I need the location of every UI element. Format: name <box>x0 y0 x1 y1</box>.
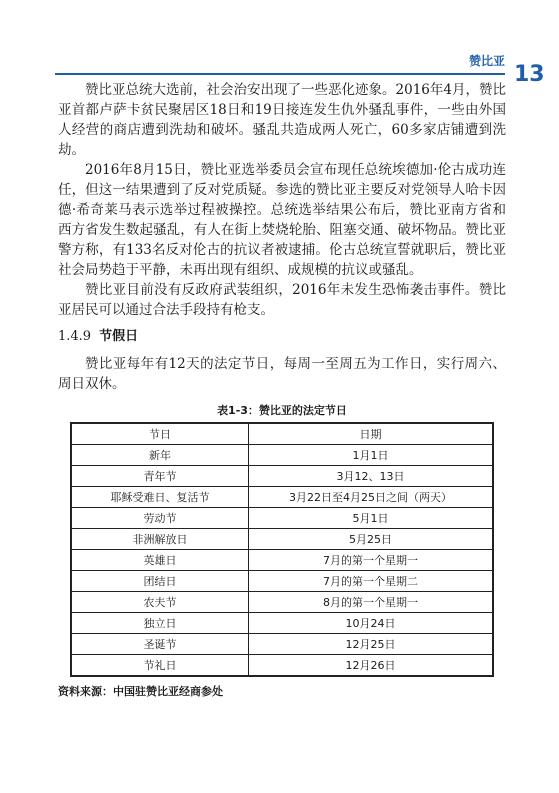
holiday-name: 节礼日 <box>71 655 249 677</box>
holiday-name: 新年 <box>71 445 249 466</box>
table-row <box>71 466 493 487</box>
table-row <box>71 592 493 613</box>
holiday-date: 7月的第一个星期二 <box>249 571 494 592</box>
running-header-country: 赞比亚 <box>468 54 505 68</box>
holiday-name: 青年节 <box>71 466 249 487</box>
section-number: 1.4.9 <box>58 329 92 344</box>
holiday-date: 8月的第一个星期一 <box>249 592 494 613</box>
holiday-table <box>70 422 494 677</box>
page-number: 13 <box>514 62 545 87</box>
holiday-name: 圣诞节 <box>71 634 249 655</box>
holiday-name: 非洲解放日 <box>71 529 249 550</box>
holiday-name: 团结日 <box>71 571 249 592</box>
holiday-name: 英雄日 <box>71 550 249 571</box>
holiday-date: 3月22日至4月25日之间（两天） <box>249 487 494 508</box>
holiday-name: 独立日 <box>71 613 249 634</box>
holiday-date: 12月26日 <box>249 655 494 677</box>
holiday-date: 1月1日 <box>249 445 494 466</box>
holiday-name: 耶稣受难日、复活节 <box>71 487 249 508</box>
paragraph-security-1: 赞比亚总统大选前，社会治安出现了一些恶化迹象。2016年4月，赞比亚首都卢萨卡贫民聚居区18日和19日接连发生仇外骚乱事件，一些由外国人经营的商店遭到洗劫和破坏。骚乱共造成两人死亡，60多家店铺遭到洗劫。 <box>58 82 506 158</box>
holiday-name: 劳动节 <box>71 508 249 529</box>
paragraph-security-2: 2016年8月15日，赞比亚选举委员会宣布现任总统埃德加·伦古成功连任，但这一结果遭到了反对党质疑。参选的赞比亚主要反对党领导人哈卡因德·希奇莱马表示选举过程被操控。总统选举结果公布后，赞比亚南方省和西方省发生数起骚乱，有人在街上焚烧轮胎、阻塞交通、破坏物品。赞比亚警方称，有133名反对伦古的抗议者被逮捕。伦古总统宣誓就职后，赞比亚社会局势趋于平静，未再出现有组织、成规模的抗议或骚乱。 <box>58 162 506 278</box>
page-content <box>58 80 506 699</box>
table-row <box>71 508 493 529</box>
paragraph-holidays: 赞比亚每年有12天的法定节日，每周一至周五为工作日，实行周六、周日双休。 <box>58 356 506 392</box>
table-row <box>71 571 493 592</box>
holiday-date: 12月25日 <box>249 634 494 655</box>
table-row <box>71 550 493 571</box>
table-header-row <box>71 423 493 445</box>
section-title: 节假日 <box>99 329 139 344</box>
table-caption: 表1-3：赞比亚的法定节日 <box>217 404 347 417</box>
paragraph-security-3: 赞比亚目前没有反政府武装组织，2016年未发生恐怖袭击事件。赞比亚居民可以通过合法手段持有枪支。 <box>58 282 506 318</box>
header-rule <box>55 73 505 75</box>
holiday-date: 5月25日 <box>249 529 494 550</box>
table-row <box>71 655 493 677</box>
column-header-holiday: 节日 <box>71 423 249 445</box>
holiday-date: 7月的第一个星期一 <box>249 550 494 571</box>
holiday-name: 农夫节 <box>71 592 249 613</box>
column-header-date: 日期 <box>249 423 494 445</box>
table-row <box>71 445 493 466</box>
table-row <box>71 529 493 550</box>
source-note: 资料来源：中国驻赞比亚经商参处 <box>58 685 223 698</box>
table-row <box>71 634 493 655</box>
section-heading <box>58 328 506 346</box>
table-row <box>71 487 493 508</box>
holiday-date: 10月24日 <box>249 613 494 634</box>
holiday-date: 3月12、13日 <box>249 466 494 487</box>
holiday-date: 5月1日 <box>249 508 494 529</box>
table-row <box>71 613 493 634</box>
